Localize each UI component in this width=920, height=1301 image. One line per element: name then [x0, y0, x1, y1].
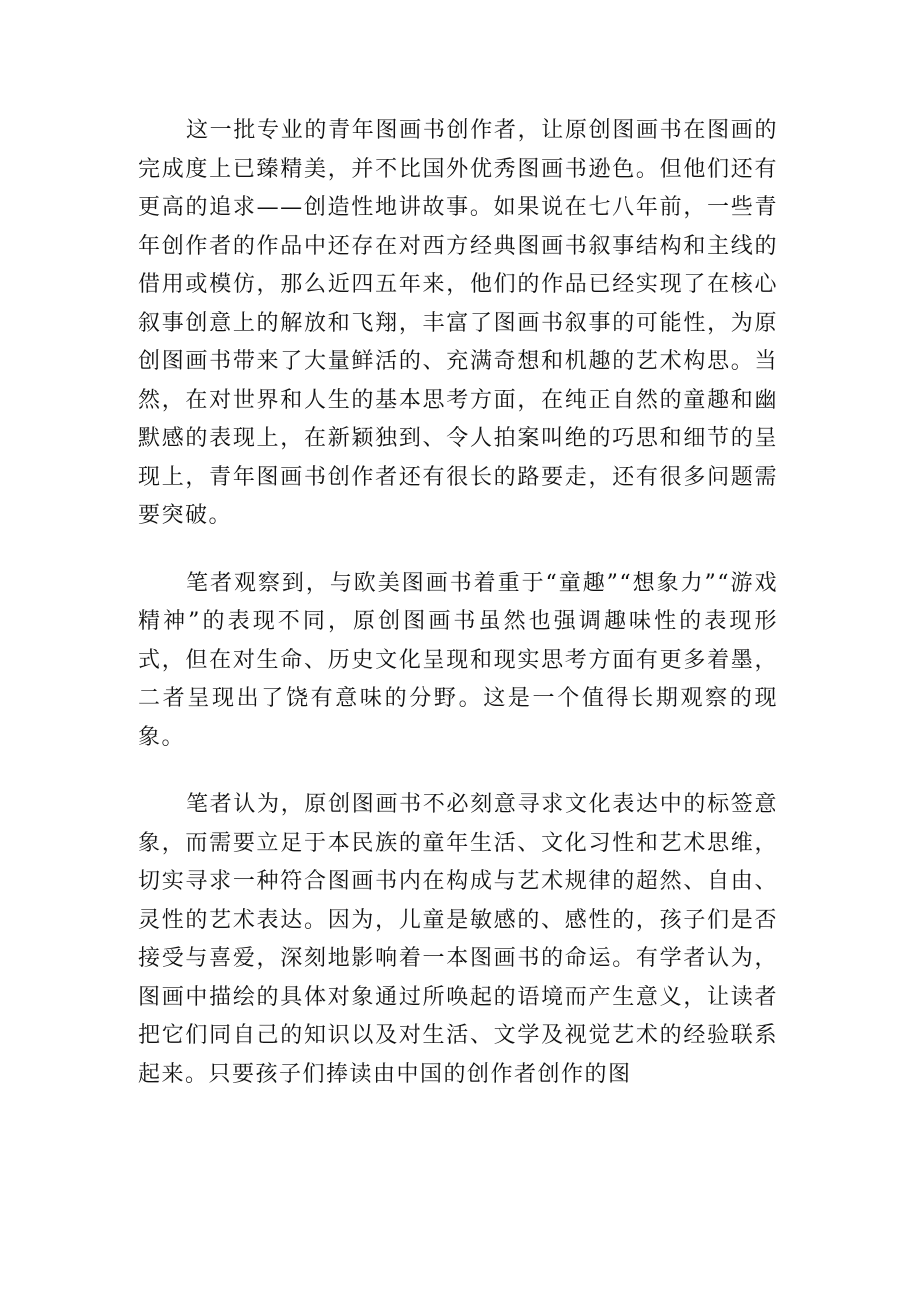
paragraph-1: 这一批专业的青年图画书创作者，让原创图画书在图画的完成度上已臻精美，并不比国外优秀图画书逊色。但他们还有更高的追求——创造性地讲故事。如果说在七八年前，一些青年创作者的作品中还存在对西方经典图画书叙事结构和主线的借用或模仿，那么近四五年来，他们的作品已经实现了在核心叙事创意上的解放和飞翔，丰富了图画书叙事的可能性，为原创图画书带来了大量鲜活的、充满奇想和机趣的艺术构思。当然，在对世界和人生的基本思考方面，在纯正自然的童趣和幽默感的表现上，在新颖独到、令人拍案叫绝的巧思和细节的呈现上，青年图画书创作者还有很长的路要走，还有很多问题需要突破。 — [138, 118, 778, 528]
paragraph-3: 笔者认为，原创图画书不必刻意寻求文化表达中的标签意象，而需要立足于本民族的童年生活、文化习性和艺术思维，切实寻求一种符合图画书内在构成与艺术规律的超然、自由、灵性的艺术表达。因为，儿童是敏感的、感性的，孩子们是否接受与喜爱，深刻地影响着一本图画书的命运。有学者认为，图画中描绘的具体对象通过所唤起的语境而产生意义，让读者把它们同自己的知识以及对生活、文学及视觉艺术的经验联系起来。只要孩子们捧读由中国的创作者创作的图 — [138, 792, 778, 1087]
article-body — [138, 112, 778, 1123]
paragraph-2: 笔者观察到，与欧美图画书着重于“童趣”“想象力”“游戏精神”的表现不同，原创图画书虽然也强调趣味性的表现形式，但在对生命、历史文化呈现和现实思考方面有更多着墨，二者呈现出了饶有意味的分野。这是一个值得长期观察的现象。 — [138, 570, 778, 750]
